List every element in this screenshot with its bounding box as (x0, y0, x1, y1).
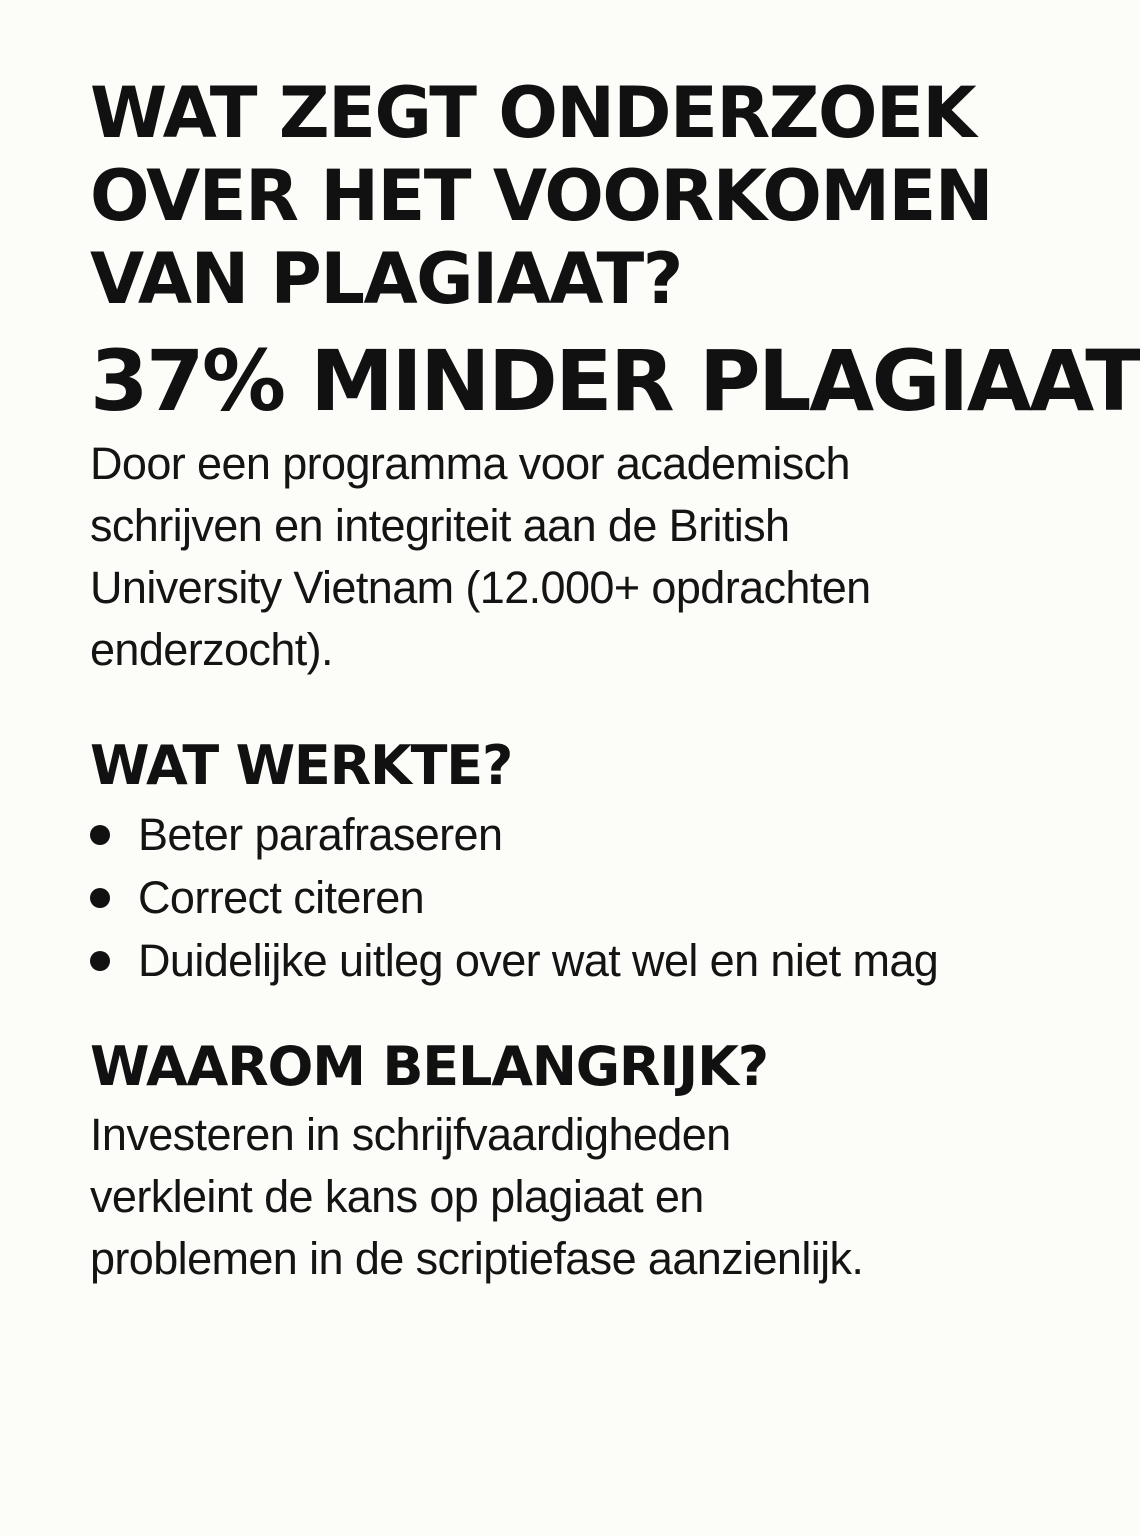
why-important-line: verkleint de kans op plagiaat en (90, 1171, 704, 1222)
why-important-line: problemen in de scriptiefase aanzienlijk. (90, 1233, 864, 1284)
bullet-icon (90, 825, 110, 845)
main-title (90, 72, 1000, 321)
infographic (90, 72, 1140, 1290)
list-item (90, 803, 1000, 866)
stat-description-line: schrijven en integriteit aan de British (90, 500, 790, 551)
stat-description-line: enderzocht). (90, 624, 333, 675)
main-title-line: OVER HET VOORKOMEN (90, 155, 992, 237)
main-title-line: VAN PLAGIAAT? (90, 238, 682, 320)
stat-headline: 37% MINDER PLAGIAAT (90, 332, 1140, 430)
why-important-line: Investeren in schrijfvaardigheden (90, 1109, 731, 1160)
list-item (90, 866, 1000, 929)
what-worked-heading: WAT WERKTE? (90, 734, 513, 797)
what-worked-list (90, 803, 1000, 992)
list-item-text: Duidelijke uitleg over wat wel en niet mag (138, 934, 939, 986)
why-important-heading: WAAROM BELANGRIJK? (90, 1035, 768, 1098)
list-item-text: Beter parafraseren (138, 808, 503, 860)
list-item-text: Correct citeren (138, 871, 425, 923)
stat-description-line: University Vietnam (12.000+ opdrachten (90, 562, 871, 613)
bullet-icon (90, 888, 110, 908)
list-item (90, 929, 1000, 992)
why-important-text (90, 1104, 1000, 1290)
stat-description (90, 433, 1000, 681)
main-title-line: WAT ZEGT ONDERZOEK (90, 72, 976, 154)
bullet-icon (90, 951, 110, 971)
stat-description-line: Door een programma voor academisch (90, 438, 850, 489)
